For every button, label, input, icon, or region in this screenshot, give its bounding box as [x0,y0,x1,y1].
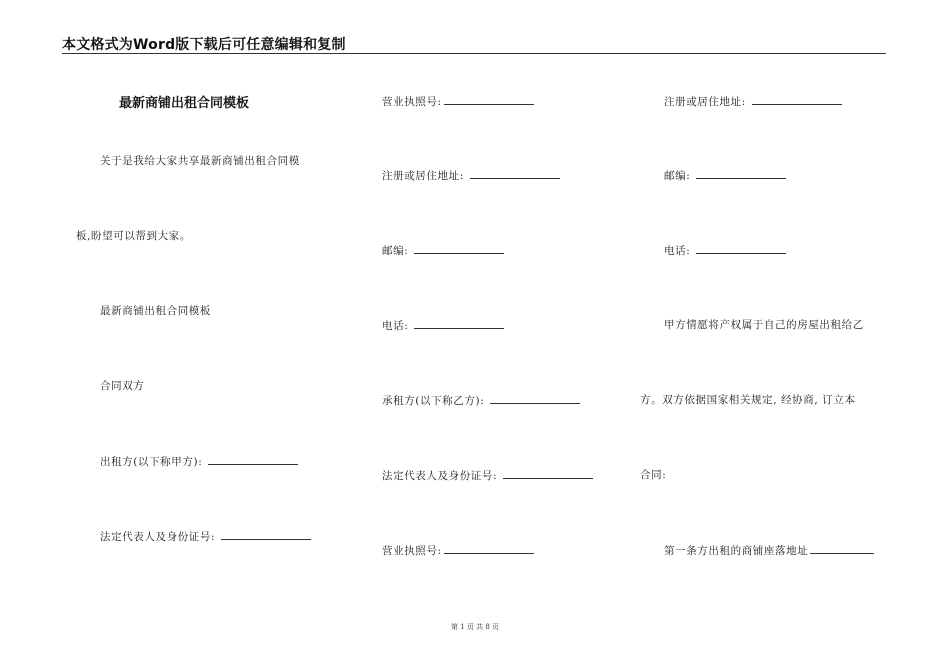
fill-blank [470,168,560,179]
col2-line-7: 营业执照号: [382,543,534,558]
col1-line-4: 合同双方 [100,380,145,392]
fill-blank [414,318,504,329]
col2-line-4: 电话: [382,318,504,333]
col3-line-6: 合同: [640,469,667,481]
col2-line-6: 法定代表人及身份证号: [382,468,593,483]
col1-line-1: 关于是我给大家共享最新商铺出租合同模 [100,155,300,167]
fill-blank [696,168,786,179]
document-title: 最新商铺出租合同模板 [119,96,250,111]
col3-line-5: 方。双方依据国家相关规定, 经协商, 订立本 [640,394,856,406]
fill-blank [444,94,534,105]
col3-line-4: 甲方情愿将产权属于自己的房屋出租给乙 [664,319,864,331]
col2-line-2: 注册或居住地址: [382,168,560,183]
fill-blank [490,393,580,404]
col1-line-2: 板,盼望可以帮到大家。 [76,230,191,242]
col1-line-5: 出租方(以下称甲方): [100,454,298,469]
fill-blank [414,243,504,254]
col3-line-3: 电话: [664,243,786,258]
fill-blank [696,243,786,254]
col3-line-7: 第一条方出租的商铺座落地址 [664,543,874,558]
col3-line-1: 注册或居住地址: [664,94,842,109]
fill-blank [208,454,298,465]
col2-line-5: 承租方(以下称乙方): [382,393,580,408]
col2-line-1: 营业执照号: [382,94,534,109]
col2-line-3: 邮编: [382,243,504,258]
document-header: 本文格式为Word版下载后可任意编辑和复制 [62,37,346,53]
fill-blank [444,543,534,554]
col1-line-3: 最新商铺出租合同模板 [100,305,211,317]
fill-blank [752,94,842,105]
col1-line-6: 法定代表人及身份证号: [100,529,311,544]
fill-blank [221,529,311,540]
fill-blank [810,543,874,554]
fill-blank [503,468,593,479]
page-footer: 第 1 页 共 8 页 [450,623,500,631]
col3-line-2: 邮编: [664,168,786,183]
header-rule [62,53,886,54]
